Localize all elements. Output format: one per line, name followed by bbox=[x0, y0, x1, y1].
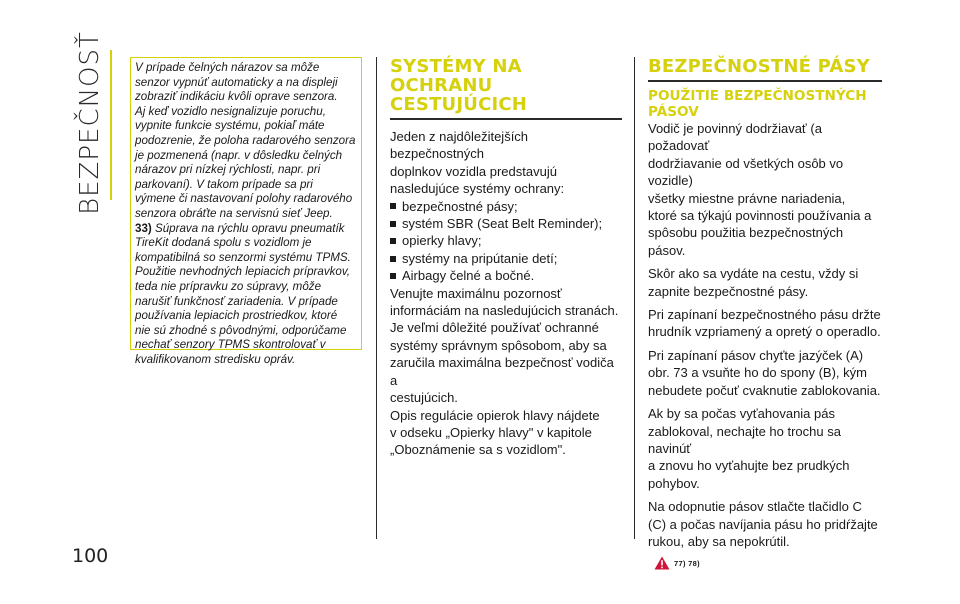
bullet-icon bbox=[390, 273, 396, 279]
section-title-rule bbox=[110, 50, 112, 200]
right-column bbox=[648, 57, 882, 570]
page-number: 100 bbox=[72, 545, 109, 567]
paragraph-fasten: Skôr ako sa vydáte na cestu, vždy si zapnite bezpečnostné pásy. bbox=[648, 266, 859, 299]
heading-rule bbox=[390, 118, 622, 120]
heading-rule bbox=[648, 80, 882, 82]
column-divider-right bbox=[634, 57, 635, 539]
note-box bbox=[130, 57, 362, 366]
intro-paragraph: Jeden z najdôležitejších bezpečnostných doplnkov vozidla predstavujú nasledujúce systémy ochrany: bbox=[390, 129, 565, 197]
seat-belts-heading: BEZPEČNOSTNÉ PÁSY bbox=[648, 56, 870, 77]
attention-paragraph: Venujte maximálnu pozornosť informáciám na nasledujúcich stranách. Je veľmi dôležité používať ochranné systémy správnym spôsobom, aby sa zaručila maximálna bezpečnosť vodiča a cestujúcich. bbox=[390, 285, 619, 406]
middle-heading: SYSTÉMY NA OCHRANU CESTUJÚCICH bbox=[390, 56, 528, 115]
note-33-text: Súprava na rýchlu opravu pneumatík TireKit dodaná spolu s vozidlom je kompatibilná so senzormi systému TPMS. Použitie nevhodných lepiacich prípravkov, teda nie prípravku zo súpravy, môže narušiť funkčnosť zariadenia. V prípade používania lepiacich prostriedkov, ktoré nie sú zhodné s pôvodnými, odporúčame nechať senzory TPMS skontrolovať v kvalifikovanom stredisku opráv. bbox=[135, 221, 351, 366]
warning-triangle-icon bbox=[654, 556, 670, 570]
paragraph-release: Na odopnutie pásov stlačte tlačidlo C (C) a počas navíjania pásu ho pridŕžajte rukou, aby sa nepokrútil. bbox=[648, 499, 878, 549]
list-item: Airbagy čelné a bočné. bbox=[390, 267, 622, 284]
paragraph-posture: Pri zapínaní bezpečnostného pásu držte hrudník vzpriamený a opretý o operadlo. bbox=[648, 307, 881, 340]
list-item: bezpečnostné pásy; bbox=[390, 198, 622, 215]
note-number: 33) bbox=[135, 221, 152, 235]
protection-systems-list bbox=[390, 198, 622, 285]
list-item: systémy na pripútanie detí; bbox=[390, 250, 622, 267]
section-title-text: BEZPEČNOSŤ bbox=[75, 31, 106, 215]
note-33 bbox=[135, 222, 361, 368]
warning-references bbox=[654, 556, 882, 570]
paragraph-buckle: Pri zapínaní pásov chyťte jazýček (A) obr. 73 a vsuňte ho do spony (B), kým nebudete počuť cvaknutie zablokovania. bbox=[648, 347, 881, 398]
bullet-icon bbox=[390, 256, 396, 262]
seat-belt-use-subheading: POUŽITIE BEZPEČNOSTNÝCH PÁSOV bbox=[648, 88, 867, 120]
bullet-icon bbox=[390, 221, 396, 227]
column-divider-left bbox=[376, 57, 377, 539]
paragraph-blocked: Ak by sa počas vyťahovania pás zablokoval, nechajte ho trochu sa navinúť a znovu ho vyťahujte bez prudkých pohybov. bbox=[648, 406, 850, 491]
middle-column bbox=[390, 57, 622, 459]
headrest-reference-paragraph: Opis regulácie opierok hlavy nájdete v odseku „Opierky hlavy" v kapitole „Oboznámenie sa s vozidlom". bbox=[390, 407, 600, 458]
paragraph-legal: Vodič je povinný dodržiavať (a požadovať dodržiavanie od všetkých osôb vo vozidle) všetky miestne právne nariadenia, ktoré sa týkajú povinnosti používania a spôsobu použitia bezpečnostných pásov. bbox=[648, 121, 872, 258]
warning-refs-text: 77) 78) bbox=[674, 558, 700, 568]
list-item: opierky hlavy; bbox=[390, 232, 622, 249]
bullet-icon bbox=[390, 238, 396, 244]
note-text: V prípade čelných nárazov sa môže senzor vypnúť automaticky a na displeji zobraziť indikáciu kvôli oprave senzora. Aj keď vozidlo nesignalizuje poruchu, vypnite funkcie systému, pokiaľ máte podozrenie, že poloha radarového senzora je pozmenená (napr. v dôsledku čelných nárazov pri nízkej rýchlosti, napr. pri parkovaní). V takom prípade sa pri výmene či nastavovaní polohy radarového senzora obráťte na servisnú sieť Jeep. bbox=[135, 61, 356, 220]
bullet-icon bbox=[390, 203, 396, 209]
section-title bbox=[72, 31, 108, 215]
list-item: systém SBR (Seat Belt Reminder); bbox=[390, 215, 622, 232]
